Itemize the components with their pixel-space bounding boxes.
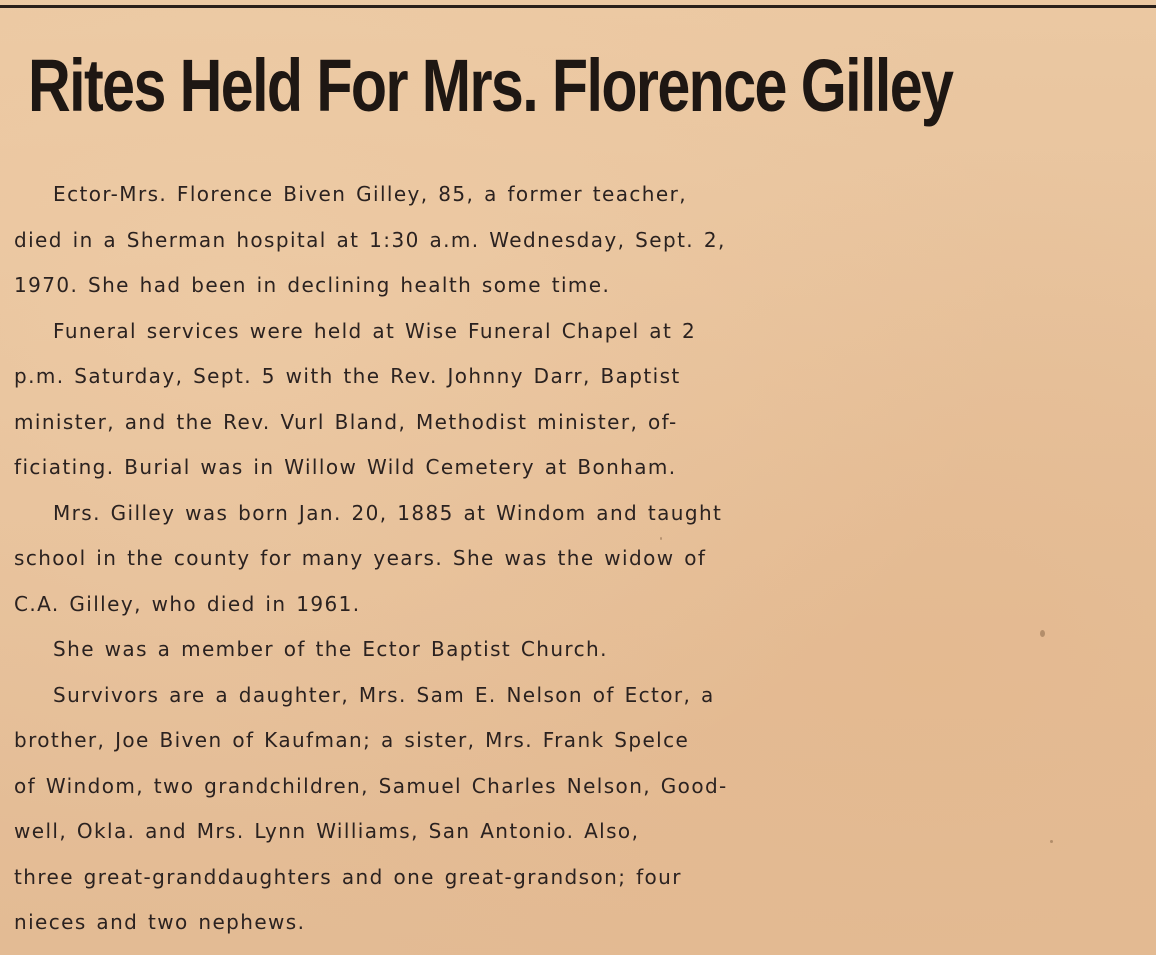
article-line: of Windom, two grandchildren, Samuel Charles Nelson, Good- bbox=[14, 773, 728, 798]
paper-speck bbox=[1040, 630, 1045, 637]
article-line: nieces and two nephews. bbox=[14, 910, 306, 934]
article-line: She was a member of the Ector Baptist Church. bbox=[14, 637, 608, 661]
article-line: C.A. Gilley, who died in 1961. bbox=[14, 591, 361, 616]
top-rule-divider bbox=[0, 5, 1156, 8]
article-line: Mrs. Gilley was born Jan. 20, 1885 at Windom and taught bbox=[14, 500, 723, 525]
article-line: three great-granddaughters and one great-grandson; four bbox=[14, 864, 682, 889]
article-line: p.m. Saturday, Sept. 5 with the Rev. Johnny Darr, Baptist bbox=[14, 364, 681, 388]
paper-speck bbox=[660, 537, 662, 540]
article-line: Survivors are a daughter, Mrs. Sam E. Nelson of Ector, a bbox=[14, 682, 715, 707]
article-line: minister, and the Rev. Vurl Bland, Methodist minister, of- bbox=[14, 409, 678, 434]
article-line: Ector-Mrs. Florence Biven Gilley, 85, a former teacher, bbox=[14, 182, 687, 206]
article-line: brother, Joe Biven of Kaufman; a sister, Mrs. Frank Spelce bbox=[14, 728, 690, 752]
article-line: well, Okla. and Mrs. Lynn Williams, San Antonio. Also, bbox=[14, 819, 640, 843]
article-headline: Rites Held For Mrs. Florence Gilley bbox=[28, 44, 953, 127]
article-line: died in a Sherman hospital at 1:30 a.m. Wednesday, Sept. 2, bbox=[14, 227, 726, 252]
article-line: ficiating. Burial was in Willow Wild Cemetery at Bonham. bbox=[14, 455, 677, 479]
article-body bbox=[14, 172, 1149, 946]
article-line: Funeral services were held at Wise Funeral Chapel at 2 bbox=[14, 318, 697, 343]
article-line: 1970. She had been in declining health some time. bbox=[14, 273, 611, 297]
article-line: school in the county for many years. She was the widow of bbox=[14, 546, 707, 570]
paper-speck bbox=[1050, 840, 1053, 843]
